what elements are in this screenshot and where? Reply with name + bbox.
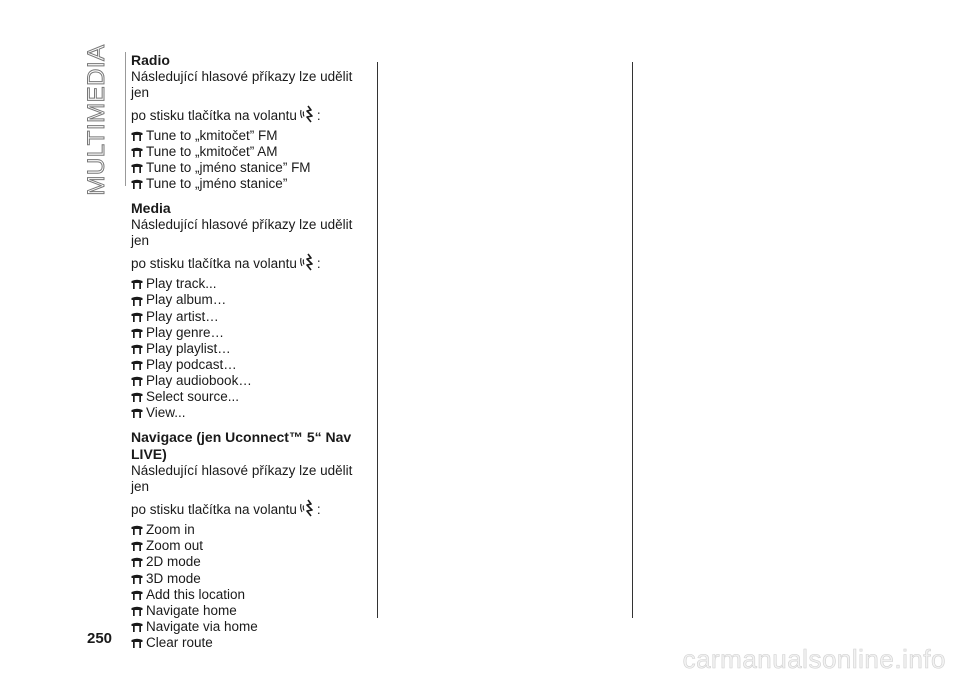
bullet-marker-icon xyxy=(131,279,143,289)
page-number: 250 xyxy=(87,630,113,647)
media-command-list xyxy=(131,276,371,421)
navigation-command-list xyxy=(131,522,371,651)
bullet-marker-icon xyxy=(131,574,143,584)
main-text-column xyxy=(131,52,371,659)
navigation-intro xyxy=(131,463,371,518)
navigation-intro-line2-text: po stisku tlačítka na volantu xyxy=(131,502,297,518)
list-item-text: Clear route xyxy=(146,634,213,650)
radio-section xyxy=(131,52,371,192)
list-item xyxy=(131,325,371,341)
list-item xyxy=(131,389,371,405)
list-item-text: 3D mode xyxy=(146,570,201,586)
navigation-title xyxy=(131,429,371,463)
watermark-text: carmanualsonline.info xyxy=(682,644,946,674)
bullet-marker-icon xyxy=(131,312,143,322)
list-item xyxy=(131,619,371,635)
media-intro-suffix: : xyxy=(316,256,321,272)
list-item-text: Tune to „jméno stanice” xyxy=(146,176,288,192)
voice-command-icon xyxy=(299,105,317,123)
voice-command-icon xyxy=(299,253,317,271)
list-item xyxy=(131,292,371,308)
list-item xyxy=(131,538,371,554)
list-item xyxy=(131,571,371,587)
list-item-text: Add this location xyxy=(146,586,246,602)
list-item xyxy=(131,635,371,651)
list-item-text: 2D mode xyxy=(146,554,201,570)
navigation-title-line1: Navigace (jen Uconnect™ 5“ Nav xyxy=(131,429,352,446)
section-tab-label: MULTIMEDIA xyxy=(83,44,110,196)
radio-intro-line2-text: po stisku tlačítka na volantu xyxy=(131,108,297,123)
bullet-marker-icon xyxy=(131,296,143,306)
list-item xyxy=(131,128,371,144)
bullet-marker-icon xyxy=(131,131,143,141)
bullet-marker-icon xyxy=(131,606,143,616)
bullet-marker-icon xyxy=(131,408,143,418)
navigation-intro-suffix: : xyxy=(316,502,321,518)
list-item xyxy=(131,587,371,603)
list-item xyxy=(131,309,371,325)
column-divider-left xyxy=(377,62,378,618)
list-item-text: Tune to „kmitočet” FM xyxy=(146,128,278,143)
list-item-text: Zoom in xyxy=(146,522,195,538)
media-section xyxy=(131,200,371,421)
list-item-text: View... xyxy=(146,405,186,421)
list-item xyxy=(131,357,371,373)
radio-title: Radio xyxy=(131,52,170,68)
bullet-marker-icon xyxy=(131,525,143,535)
list-item xyxy=(131,341,371,357)
bullet-marker-icon xyxy=(131,392,143,402)
bullet-marker-icon xyxy=(131,179,143,189)
list-item xyxy=(131,144,371,160)
bullet-marker-icon xyxy=(131,638,143,648)
media-title: Media xyxy=(131,200,171,217)
bullet-marker-icon xyxy=(131,590,143,600)
media-intro-line1: Následující hlasové příkazy lze udělit jen xyxy=(131,217,353,249)
list-item-text: Play genre… xyxy=(146,324,225,340)
media-intro xyxy=(131,217,371,272)
section-tab xyxy=(82,44,112,196)
list-item-text: Navigate via home xyxy=(146,618,258,634)
bullet-marker-icon xyxy=(131,622,143,632)
bullet-marker-icon xyxy=(131,344,143,354)
media-intro-line2-text: po stisku tlačítka na volantu xyxy=(131,256,297,272)
navigation-intro-line2 xyxy=(131,499,321,518)
bullet-marker-icon xyxy=(131,328,143,338)
bullet-marker-icon xyxy=(131,557,143,567)
list-item-text: Play album… xyxy=(146,292,227,308)
list-item xyxy=(131,522,371,538)
bullet-marker-icon xyxy=(131,147,143,157)
list-item xyxy=(131,554,371,570)
list-item-text: Navigate home xyxy=(146,602,237,618)
list-item xyxy=(131,405,371,421)
media-intro-line2 xyxy=(131,253,321,272)
list-item xyxy=(131,603,371,619)
list-item-text: Play track... xyxy=(146,276,217,292)
radio-intro xyxy=(131,69,371,124)
navigation-section xyxy=(131,429,371,651)
radio-intro-line2 xyxy=(131,105,321,124)
list-item xyxy=(131,373,371,389)
voice-command-icon xyxy=(299,499,317,517)
radio-intro-line1: Následující hlasové příkazy lze udělit jen xyxy=(131,69,353,100)
list-item-text: Zoom out xyxy=(146,538,204,554)
section-tab-rule xyxy=(125,52,126,186)
list-item-text: Play artist… xyxy=(146,308,219,324)
list-item xyxy=(131,276,371,292)
list-item-text: Play playlist… xyxy=(146,340,231,356)
bullet-marker-icon xyxy=(131,541,143,551)
bullet-marker-icon xyxy=(131,360,143,370)
navigation-intro-line1: Následující hlasové příkazy lze udělit jen xyxy=(131,463,353,495)
radio-intro-suffix: : xyxy=(316,108,321,123)
list-item-text: Play audiobook… xyxy=(146,372,252,388)
column-divider-right xyxy=(632,62,633,618)
list-item-text: Tune to „kmitočet” AM xyxy=(146,144,278,160)
list-item-text: Select source... xyxy=(146,389,240,405)
navigation-title-line2: LIVE) xyxy=(131,446,167,463)
list-item-text: Tune to „jméno stanice” FM xyxy=(146,160,311,176)
bullet-marker-icon xyxy=(131,376,143,386)
list-item-text: Play podcast… xyxy=(146,356,237,372)
list-item xyxy=(131,176,371,192)
radio-command-list xyxy=(131,128,371,192)
list-item xyxy=(131,160,371,176)
bullet-marker-icon xyxy=(131,163,143,173)
